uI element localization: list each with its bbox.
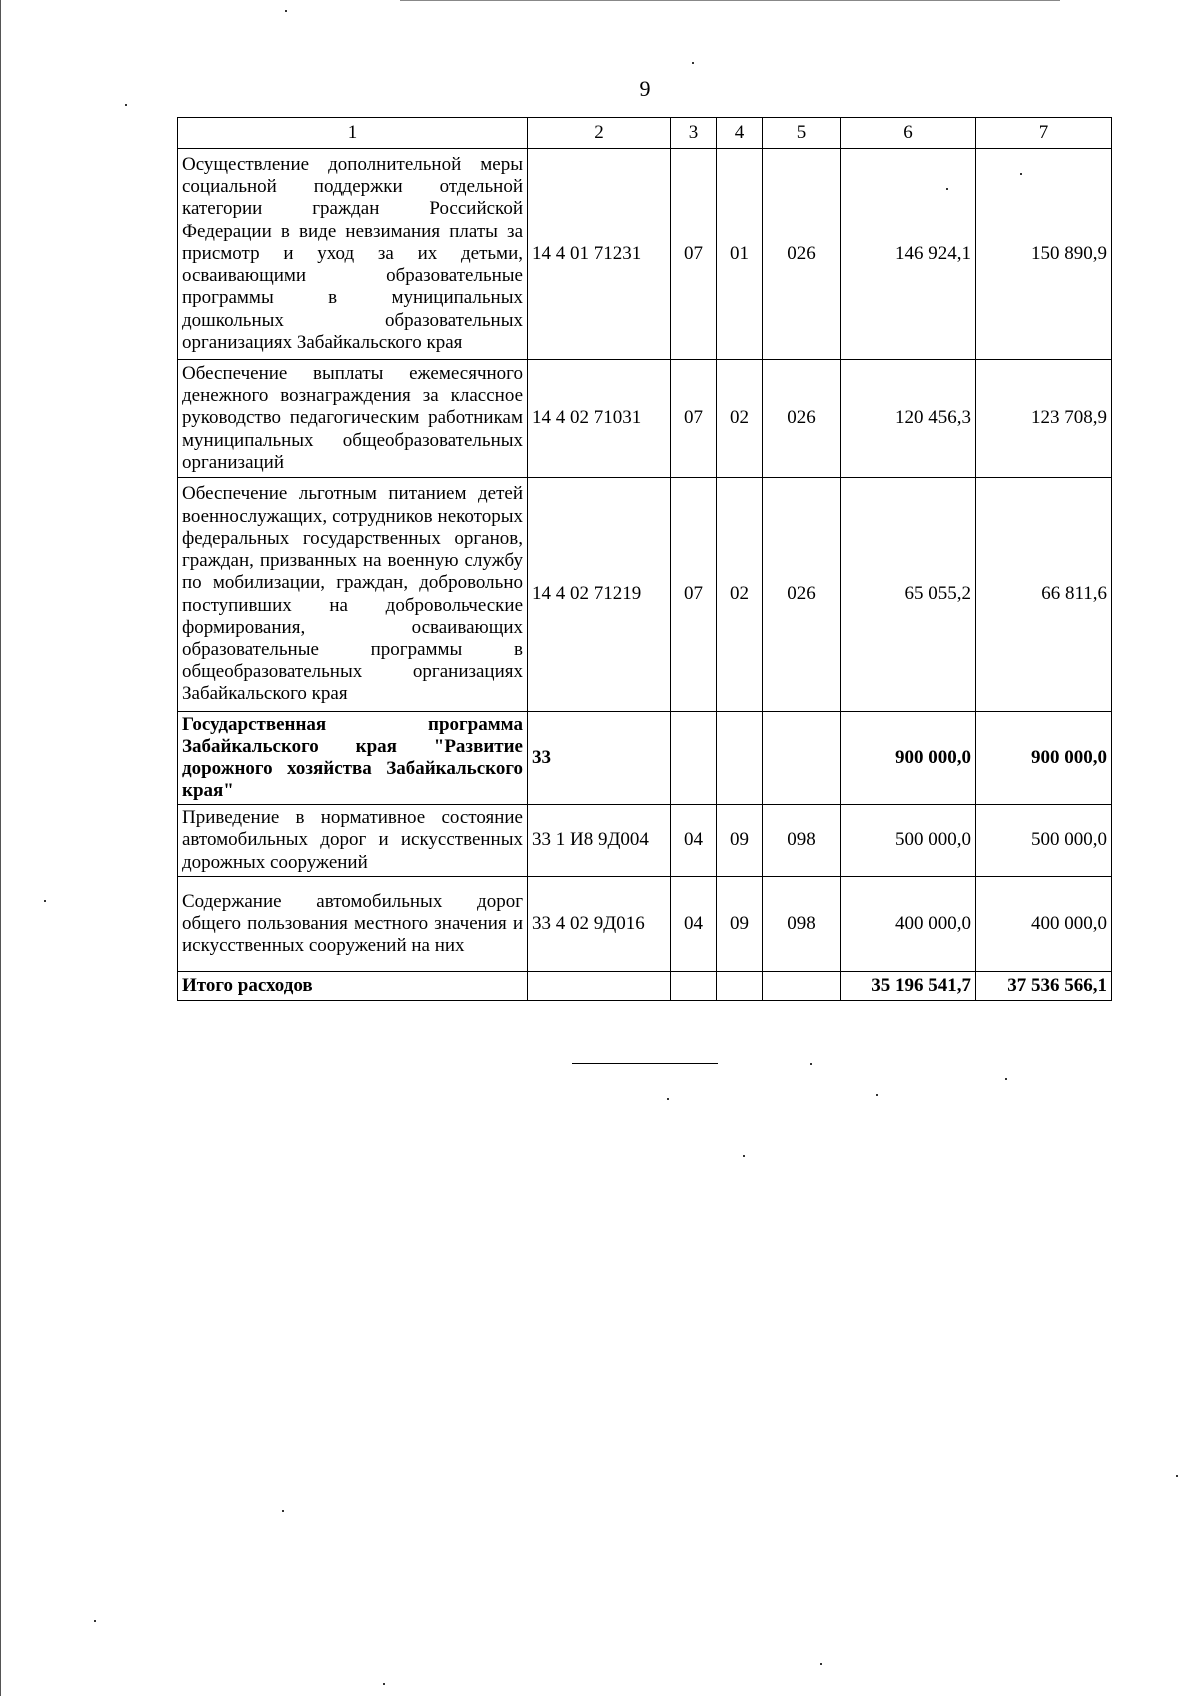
scan-speck — [383, 1683, 385, 1685]
row-expense-type: 026 — [763, 360, 841, 478]
scan-speck — [692, 62, 694, 64]
row-name: Обеспечение льготным питанием детей военнослужащих, сотрудников некоторых федеральных государственных органов, граждан, призванных на военную службу по мобилизации, граждан, добровольно поступивших на добровольческие формирования, осваивающих образовательные программы в общеобразовательных организациях Забайкальского края — [178, 478, 528, 712]
header-col-2: 2 — [528, 118, 671, 149]
header-col-3: 3 — [671, 118, 717, 149]
scan-speck — [667, 1098, 669, 1100]
row-sum-1: 146 924,1 — [841, 149, 976, 360]
header-col-6: 6 — [841, 118, 976, 149]
header-col-5: 5 — [763, 118, 841, 149]
row-code: 14 4 02 71031 — [528, 360, 671, 478]
row-subsection: 09 — [717, 877, 763, 972]
scan-speck — [820, 1663, 822, 1665]
table-row — [178, 877, 1112, 972]
total-empty-cell — [717, 972, 763, 1001]
row-code: 33 4 02 9Д016 — [528, 877, 671, 972]
scan-edge-left — [0, 0, 1, 1696]
row-sum-2: 123 708,9 — [976, 360, 1112, 478]
row-sum-1: 120 456,3 — [841, 360, 976, 478]
row-section — [671, 712, 717, 805]
scan-speck — [1176, 1475, 1178, 1477]
scan-speck — [44, 900, 46, 902]
total-empty-cell — [763, 972, 841, 1001]
scan-edge-top — [400, 0, 1060, 1]
table-total-row — [178, 972, 1112, 1001]
row-expense-type: 098 — [763, 877, 841, 972]
row-expense-type: 026 — [763, 149, 841, 360]
header-col-1: 1 — [178, 118, 528, 149]
row-sum-1: 400 000,0 — [841, 877, 976, 972]
end-of-document-rule — [572, 1063, 718, 1064]
scan-speck — [125, 104, 127, 106]
row-sum-2: 400 000,0 — [976, 877, 1112, 972]
total-sum-1: 35 196 541,7 — [841, 972, 976, 1001]
row-sum-1: 500 000,0 — [841, 805, 976, 877]
row-sum-2: 150 890,9 — [976, 149, 1112, 360]
scan-speck — [282, 1510, 284, 1512]
row-sum-1: 900 000,0 — [841, 712, 976, 805]
row-code: 14 4 02 71219 — [528, 478, 671, 712]
row-expense-type: 026 — [763, 478, 841, 712]
row-name: Государственная программа Забайкальского края "Развитие дорожного хозяйства Забайкальского края" — [178, 712, 528, 805]
total-label: Итого расходов — [178, 972, 528, 1001]
table-header-row — [178, 118, 1112, 149]
row-section: 04 — [671, 877, 717, 972]
table-row-program — [178, 712, 1112, 805]
row-subsection: 09 — [717, 805, 763, 877]
scan-speck — [743, 1155, 745, 1157]
scan-speck — [94, 1620, 96, 1622]
row-name: Осуществление дополнительной меры социальной поддержки отдельной категории граждан Российской Федерации в виде невзимания платы за присмотр и уход за их детьми, осваивающими образовательные программы в муниципальных дошкольных образовательных организациях Забайкальского края — [178, 149, 528, 360]
row-expense-type: 098 — [763, 805, 841, 877]
budget-table — [177, 117, 1112, 1001]
row-code: 14 4 01 71231 — [528, 149, 671, 360]
page-number: 9 — [639, 76, 651, 101]
header-col-7: 7 — [976, 118, 1112, 149]
row-subsection: 01 — [717, 149, 763, 360]
scan-speck — [1005, 1078, 1007, 1080]
scan-speck — [285, 10, 287, 12]
row-sum-2: 900 000,0 — [976, 712, 1112, 805]
table-row — [178, 805, 1112, 877]
row-section: 07 — [671, 360, 717, 478]
row-subsection: 02 — [717, 360, 763, 478]
scan-speck — [946, 188, 948, 190]
row-section: 04 — [671, 805, 717, 877]
row-sum-1: 65 055,2 — [841, 478, 976, 712]
scan-speck — [1020, 173, 1022, 175]
total-empty-cell — [528, 972, 671, 1001]
row-name: Приведение в нормативное состояние автомобильных дорог и искусственных дорожных сооружений — [178, 805, 528, 877]
row-subsection: 02 — [717, 478, 763, 712]
row-name: Содержание автомобильных дорог общего пользования местного значения и искусственных сооружений на них — [178, 877, 528, 972]
row-expense-type — [763, 712, 841, 805]
row-code: 33 — [528, 712, 671, 805]
scan-speck — [876, 1094, 878, 1096]
row-subsection — [717, 712, 763, 805]
row-sum-2: 500 000,0 — [976, 805, 1112, 877]
table-row — [178, 478, 1112, 712]
table-row — [178, 149, 1112, 360]
total-empty-cell — [671, 972, 717, 1001]
table-row — [178, 360, 1112, 478]
row-section: 07 — [671, 478, 717, 712]
scan-speck — [810, 1063, 812, 1065]
row-code: 33 1 И8 9Д004 — [528, 805, 671, 877]
row-name: Обеспечение выплаты ежемесячного денежного вознаграждения за классное руководство педагогическим работникам муниципальных общеобразовательных организаций — [178, 360, 528, 478]
row-section: 07 — [671, 149, 717, 360]
total-sum-2: 37 536 566,1 — [976, 972, 1112, 1001]
row-sum-2: 66 811,6 — [976, 478, 1112, 712]
header-col-4: 4 — [717, 118, 763, 149]
